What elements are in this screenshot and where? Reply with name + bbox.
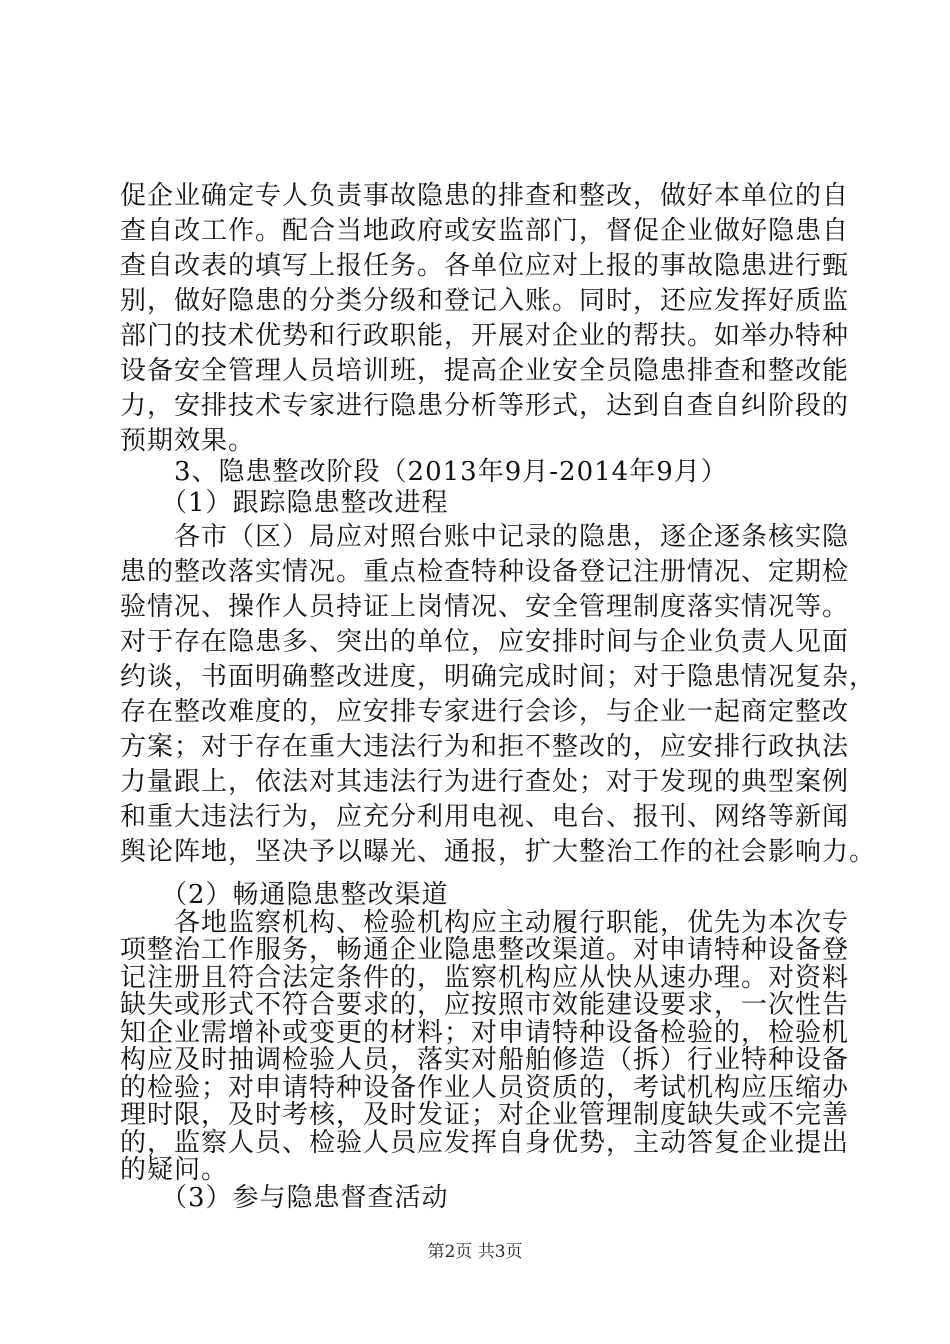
body-text-line: 各地监察机构、检验机构应主动履行职能，优先为本次专 (120, 907, 850, 938)
body-text-line: 的，监察人员、检验人员应发挥自身优势，主动答复企业提出 (120, 1127, 850, 1158)
body-text-line: 约谈，书面明确整改进度，明确完成时间；对于隐患情况复杂， (120, 662, 877, 692)
body-text-line: 对于存在隐患多、突出的单位，应安排时间与企业负责人见面 (120, 627, 850, 657)
subsection-heading: （3）参与隐患督查活动 (120, 1182, 449, 1213)
body-text-line: 知企业需增补或变更的材料；对申请特种设备检验的，检验机 (120, 1017, 850, 1048)
body-text-line: 部门的技术优势和行政职能，开展对企业的帮扶。如举办特种 (120, 321, 850, 351)
body-text-line: 的疑问。 (120, 1155, 229, 1185)
body-text-line: 查自改工作。配合当地政府或安监部门，督促企业做好隐患自 (120, 216, 850, 246)
body-text-line: 设备安全管理人员培训班，提高企业安全员隐患排查和整改能 (120, 356, 850, 386)
page-number-footer: 第2页 共3页 (427, 1242, 523, 1262)
body-text-line: 理时限，及时考核，及时发证；对企业管理制度缺失或不完善 (120, 1100, 850, 1130)
subsection-heading: （1）跟踪隐患整改进程 (120, 488, 449, 518)
body-text-line: 验情况、操作人员持证上岗情况、安全管理制度落实情况等。 (120, 592, 850, 622)
body-text-line: 方案；对于存在重大违法行为和拒不整改的，应安排行政执法 (120, 732, 850, 762)
body-text-line: 各市（区）局应对照台账中记录的隐患，逐企逐条核实隐 (120, 522, 850, 552)
body-text-line: 存在整改难度的，应安排专家进行会诊，与企业一起商定整改 (120, 697, 850, 727)
body-text-line: 舆论阵地，坚决予以曝光、通报，扩大整治工作的社会影响力。 (120, 837, 877, 867)
body-text-line: 力量跟上，依法对其违法行为进行查处；对于发现的典型案例 (120, 767, 850, 797)
body-text-line: 力，安排技术专家进行隐患分析等形式，达到自查自纠阶段的 (120, 391, 850, 421)
body-text-line: 别，做好隐患的分类分级和登记入账。同时，还应发挥好质监 (120, 286, 850, 316)
body-text-line: 项整治工作服务，畅通企业隐患整改渠道。对申请特种设备登 (120, 935, 850, 965)
body-text-line: 构应及时抽调检验人员，落实对船舶修造（拆）行业特种设备 (120, 1045, 850, 1075)
subsection-heading: （2）畅通隐患整改渠道 (120, 880, 449, 910)
body-text-line: 患的整改落实情况。重点检查特种设备登记注册情况、定期检 (120, 557, 850, 587)
body-text-line: 记注册且符合法定条件的，监察机构应从快从速办理。对资料 (120, 962, 850, 993)
section-heading: 3、隐患整改阶段（2013年9月-2014年9月） (120, 457, 728, 487)
body-text-line: 促企业确定专人负责事故隐患的排查和整改，做好本单位的自 (120, 181, 850, 211)
body-text-line: 缺失或形式不符合要求的，应按照市效能建设要求，一次性告 (120, 990, 850, 1020)
body-text-line: 查自改表的填写上报任务。各单位应对上报的事故隐患进行甄 (120, 251, 850, 281)
body-text-line: 和重大违法行为，应充分利用电视、电台、报刊、网络等新闻 (120, 802, 850, 832)
body-text-line: 的检验；对申请特种设备作业人员资质的，考试机构应压缩办 (120, 1072, 850, 1103)
body-text-line: 预期效果。 (120, 426, 256, 456)
